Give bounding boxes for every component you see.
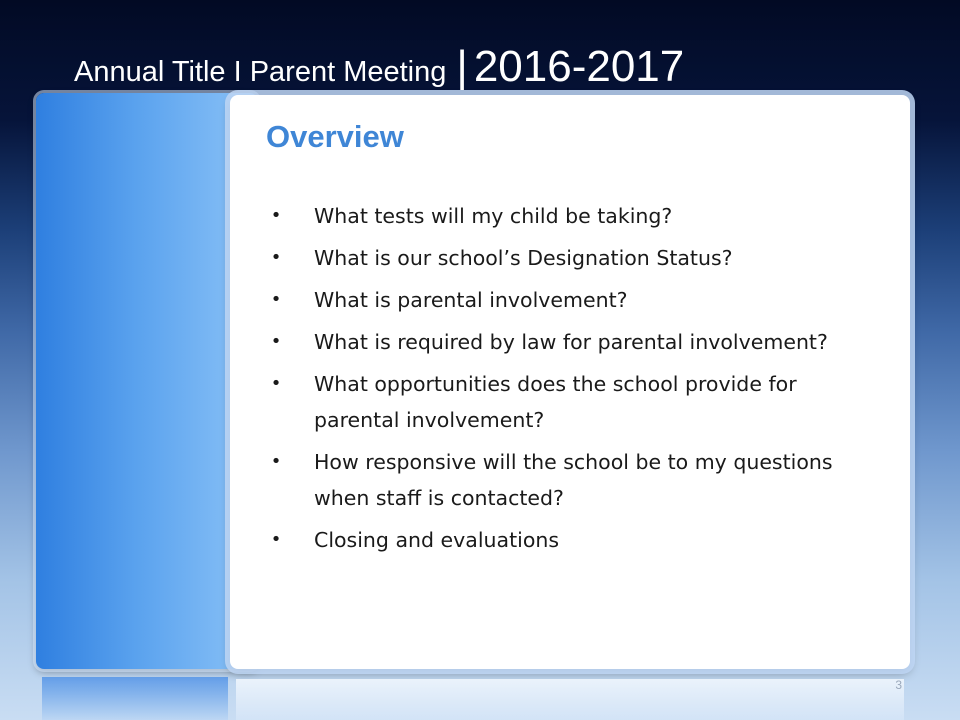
bullet-text: What is our school’s Designation Status? [314,246,733,270]
slide-title-separator: | [456,42,468,91]
bullet-icon: • [270,451,282,472]
bullet-text: What opportunities does the school provide for parental involvement? [314,372,797,432]
slide-title-main: Annual Title I Parent Meeting [74,56,447,88]
bullet-item [266,282,866,318]
bullet-text: How responsive will the school be to my questions when staff is contacted? [314,450,833,510]
bullet-item [266,240,866,276]
bullet-item [266,444,866,516]
bullet-icon: • [270,247,282,268]
bullet-item [266,324,866,360]
slide-title-year: 2016-2017 [473,42,685,91]
bullet-icon: • [270,373,282,394]
section-heading: Overview [266,119,404,154]
bullet-icon: • [270,289,282,310]
bullet-text: Closing and evaluations [314,528,560,552]
bullet-icon: • [270,529,282,550]
left-accent-panel [36,93,258,669]
bullet-text: What tests will my child be taking? [314,204,673,228]
bullet-item [266,198,866,234]
bullet-icon: • [270,331,282,352]
slide-title [74,40,814,99]
slide-page-number: 3 [895,678,902,692]
content-card-reflection [236,679,904,720]
left-panel-reflection [42,677,228,720]
overview-bullet-list [266,198,866,564]
bullet-icon: • [270,205,282,226]
bullet-text: What is parental involvement? [314,288,628,312]
bullet-item [266,522,866,558]
bullet-text: What is required by law for parental involvement? [314,330,828,354]
bullet-item [266,366,866,438]
